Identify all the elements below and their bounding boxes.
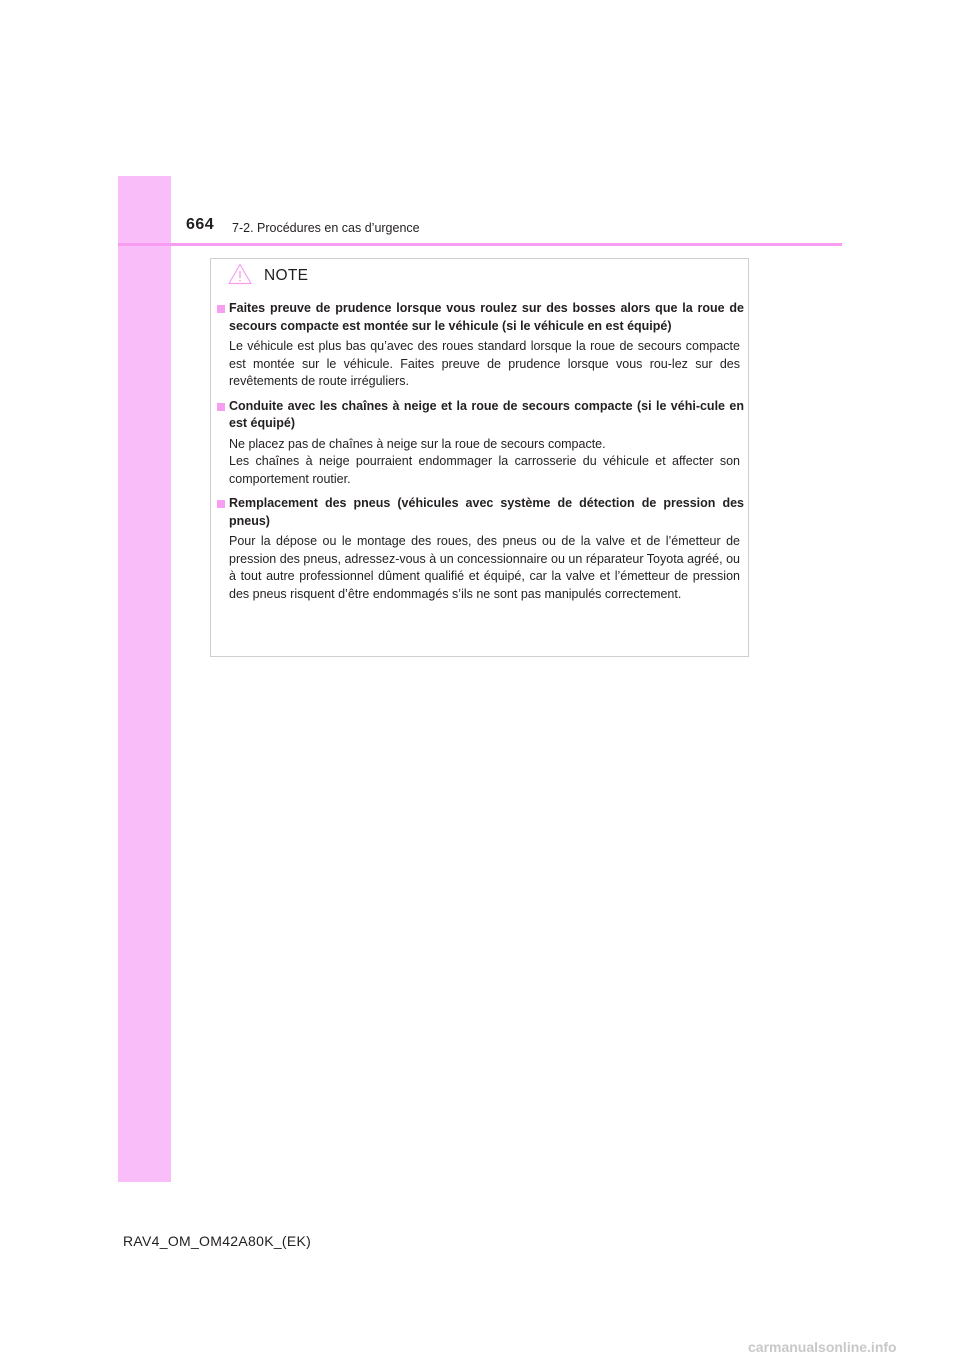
note-paragraph: Pour la dépose ou le montage des roues, des pneus ou de la valve et de l’émetteur de pression des pneus, adressez-vous à un concessionnaire ou un réparateur Toyota agréé, ou à tout autre professionnel dûment qualifié et équipé, car la valve et l’émetteur de pression des pneus risquent d’être endommagés s’ils ne sont pas manipulés correctement. [229, 534, 740, 601]
watermark: carmanualsonline.info [748, 1339, 897, 1355]
square-bullet-icon [217, 500, 225, 508]
section-title: 7-2. Procédures en cas d’urgence [232, 221, 420, 235]
warning-triangle-icon [228, 263, 252, 285]
note-paragraph: Le véhicule est plus bas qu’avec des roues standard lorsque la roue de secours compacte est montée sur le véhicule. Faites preuve de prudence lorsque vous rou-lez sur des revêtements de route irréguliers. [229, 339, 740, 388]
square-bullet-icon [217, 305, 225, 313]
note-item-text [217, 533, 744, 603]
note-paragraph: Les chaînes à neige pourraient endommager la carrosserie du véhicule et affecter son comportement routier. [229, 454, 740, 486]
note-label: NOTE [264, 267, 309, 284]
note-item [217, 398, 744, 489]
note-item-heading [217, 300, 744, 335]
note-item-text [217, 436, 744, 489]
note-paragraph: Ne placez pas de chaînes à neige sur la roue de secours compacte. [229, 436, 606, 451]
chapter-side-tab [118, 176, 171, 1182]
note-item-heading [217, 398, 744, 433]
note-item-heading [217, 495, 744, 530]
note-content [217, 300, 744, 610]
document-code: RAV4_OM_OM42A80K_(EK) [123, 1233, 312, 1249]
header-rule [118, 243, 842, 246]
note-box [210, 258, 749, 657]
page-number: 664 [186, 216, 215, 233]
note-item-heading-text: Faites preuve de prudence lorsque vous roulez sur des bosses alors que la roue de secours compacte est montée sur le véhicule (si le véhicule en est équipé) [229, 301, 744, 333]
note-item [217, 495, 744, 603]
square-bullet-icon [217, 403, 225, 411]
note-item [217, 300, 744, 391]
note-item-heading-text: Conduite avec les chaînes à neige et la roue de secours compacte (si le véhi-cule en est équipé) [229, 398, 744, 430]
note-item-heading-text: Remplacement des pneus (véhicules avec système de détection de pression des pneus) [229, 496, 744, 528]
note-item-text [217, 338, 744, 391]
